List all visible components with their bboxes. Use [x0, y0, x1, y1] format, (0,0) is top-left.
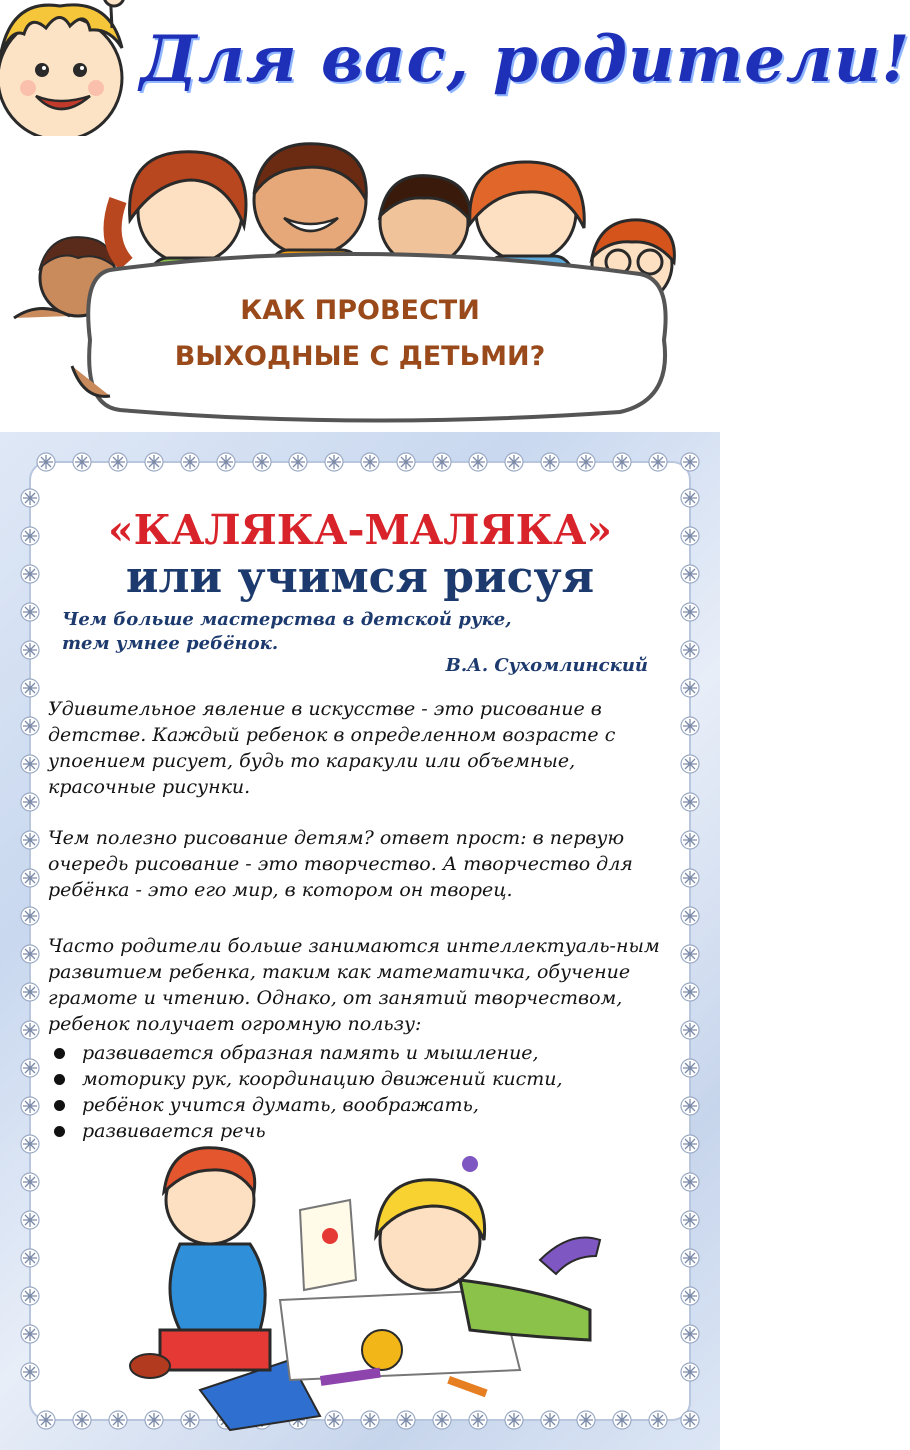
benefit-text: моторику рук, координацию движений кисти,: [82, 1068, 563, 1090]
epigraph-quote: [62, 608, 682, 656]
benefit-text: развивается образная память и мышление,: [82, 1042, 539, 1064]
article-title-line1: «КАЛЯКА-МАЛЯКА»: [108, 506, 612, 554]
bullet-icon: [54, 1126, 65, 1137]
bullet-icon: [54, 1074, 65, 1085]
epigraph-line1: Чем больше мастерства в детской руке,: [62, 609, 512, 630]
drawing-kids-illustration: [120, 1140, 620, 1430]
header-title-line2: ВЫХОДНЫЕ С ДЕТЬМИ?: [174, 341, 546, 372]
header-title: [130, 288, 590, 380]
list-item: [50, 1066, 670, 1092]
banner-title: Для вас, родители!: [140, 22, 910, 97]
top-banner: [0, 0, 910, 136]
epigraph-author: В.А. Сухомлинский: [445, 655, 648, 676]
benefit-text: развивается речь: [82, 1120, 266, 1142]
header-title-line1: КАК ПРОВЕСТИ: [240, 295, 480, 326]
benefits-list: [50, 1040, 670, 1144]
paragraph-2: Чем полезно рисование детям? ответ прост: в первую очередь рисование - это творчество. А творчество для ребёнка - это его мир, в котором он творец.: [48, 827, 633, 901]
epigraph-line2: тем умнее ребёнок.: [62, 633, 279, 654]
list-item: [50, 1040, 670, 1066]
paragraph-1: Удивительное явление в искусстве - это рисование в детстве. Каждый ребенок в определенном возрасте с упоением рисует, будь то каракули или объемные, красочные рисунки.: [48, 698, 616, 798]
benefit-text: ребёнок учится думать, воображать,: [82, 1094, 479, 1116]
list-item: [50, 1092, 670, 1118]
article-title-line2: или учимся рисуя: [125, 552, 595, 603]
paragraph-3: Часто родители больше занимаются интеллектуаль-ным развитием ребенка, таким как математичка, обучение грамоте и чтению. Однако, от занятий творчеством, ребенок получает огромную пользу:: [48, 935, 660, 1035]
kids-group-illustration: [0, 140, 720, 432]
bullet-icon: [54, 1048, 65, 1059]
smiling-boy-icon: [0, 0, 140, 148]
bullet-icon: [54, 1100, 65, 1111]
kids-header: [0, 140, 720, 432]
